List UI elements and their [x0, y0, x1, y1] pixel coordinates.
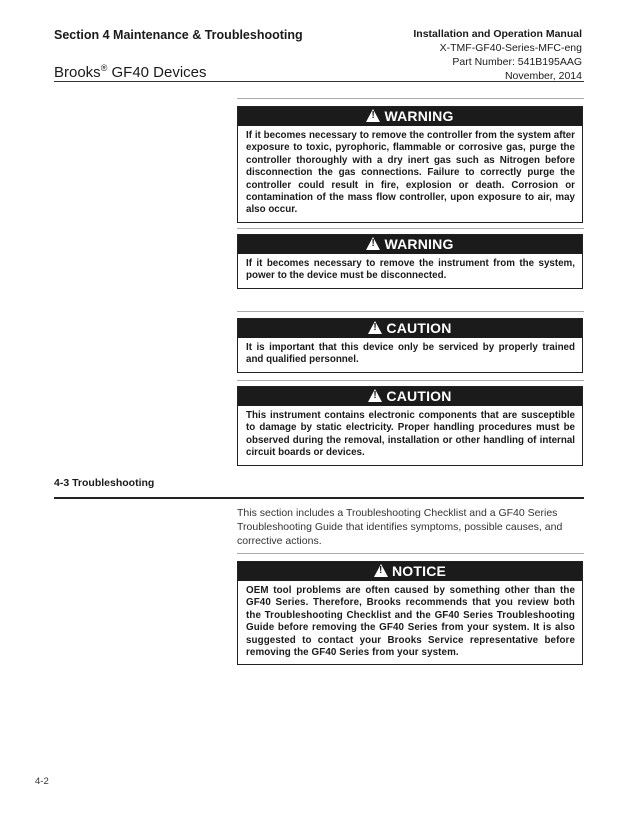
notice-box — [237, 561, 583, 665]
section-rule — [54, 497, 584, 499]
warning-heading: WARNING — [384, 108, 454, 124]
warning-text: If it becomes necessary to remove the controller from the system after exposure to toxic, pyrophoric, flammable or corrosive gas, purge the controller thoroughly with a dry inert gas such as Nitrogen before disconnection the gas connections. Failure to correctly purge the controller could result in fire, explosion or death. Corrosion or contamination of the mass flow controller, upon exposure to air, may also occur. — [246, 130, 575, 216]
divider — [237, 311, 584, 312]
section-title: Section 4 Maintenance & Troubleshooting — [54, 28, 303, 42]
caution-heading: CAUTION — [386, 388, 452, 404]
caution-text: This instrument contains electronic components that are susceptible to damage by static electricity. Proper handling procedures must be observed during the removal, installation or other handling of internal circuit boards or devices. — [246, 410, 575, 459]
notice-icon — [374, 564, 388, 577]
divider — [237, 553, 584, 554]
section-heading: 4-3 Troubleshooting — [54, 477, 155, 489]
notice-text: OEM tool problems are often caused by something other than the GF40 Series. Therefore, Brooks recommends that you review both the Troubleshooting Checklist and the GF40 Series Troubleshooting Guide before removing the GF40 Series from your system. It is also suggested to contact your Brooks Service representative before removing the GF40 Series from your system. — [246, 585, 575, 659]
document-meta — [413, 27, 582, 83]
divider — [237, 98, 584, 99]
manual-title: Installation and Operation Manual — [413, 28, 582, 40]
warning-box — [237, 106, 583, 223]
caution-header — [238, 387, 582, 406]
part-number: Part Number: 541B195AAG — [452, 56, 582, 68]
caution-box — [237, 318, 583, 373]
caution-icon — [368, 389, 382, 402]
product-name — [54, 63, 207, 81]
page-number: 4-2 — [35, 776, 49, 787]
warning-text: If it becomes necessary to remove the instrument from the system, power to the device must be disconnected. — [246, 258, 575, 282]
notice-header — [238, 562, 582, 581]
warning-heading: WARNING — [384, 236, 454, 252]
warning-box — [237, 234, 583, 289]
divider — [237, 228, 584, 229]
warning-header — [238, 235, 582, 254]
doc-date: November, 2014 — [504, 70, 582, 82]
caution-icon — [368, 321, 382, 334]
warning-icon — [366, 237, 380, 250]
warning-header — [238, 107, 582, 126]
registered-mark: ® — [100, 63, 108, 73]
caution-header — [238, 319, 582, 338]
section-intro: This section includes a Troubleshooting Checklist and a GF40 Series Troubleshooting Guide that identifies symptoms, possible causes, and corrective actions. — [237, 507, 563, 547]
caution-heading: CAUTION — [386, 320, 452, 336]
caution-text: It is important that this device only be serviced by properly trained and qualified personnel. — [246, 342, 575, 366]
warning-icon — [366, 109, 380, 122]
caution-box — [237, 386, 583, 466]
product-prefix: Brooks — [54, 64, 101, 81]
doc-number: X-TMF-GF40-Series-MFC-eng — [439, 42, 582, 54]
divider — [237, 380, 584, 381]
notice-heading: NOTICE — [391, 563, 447, 579]
product-suffix: GF40 Devices — [107, 64, 207, 81]
